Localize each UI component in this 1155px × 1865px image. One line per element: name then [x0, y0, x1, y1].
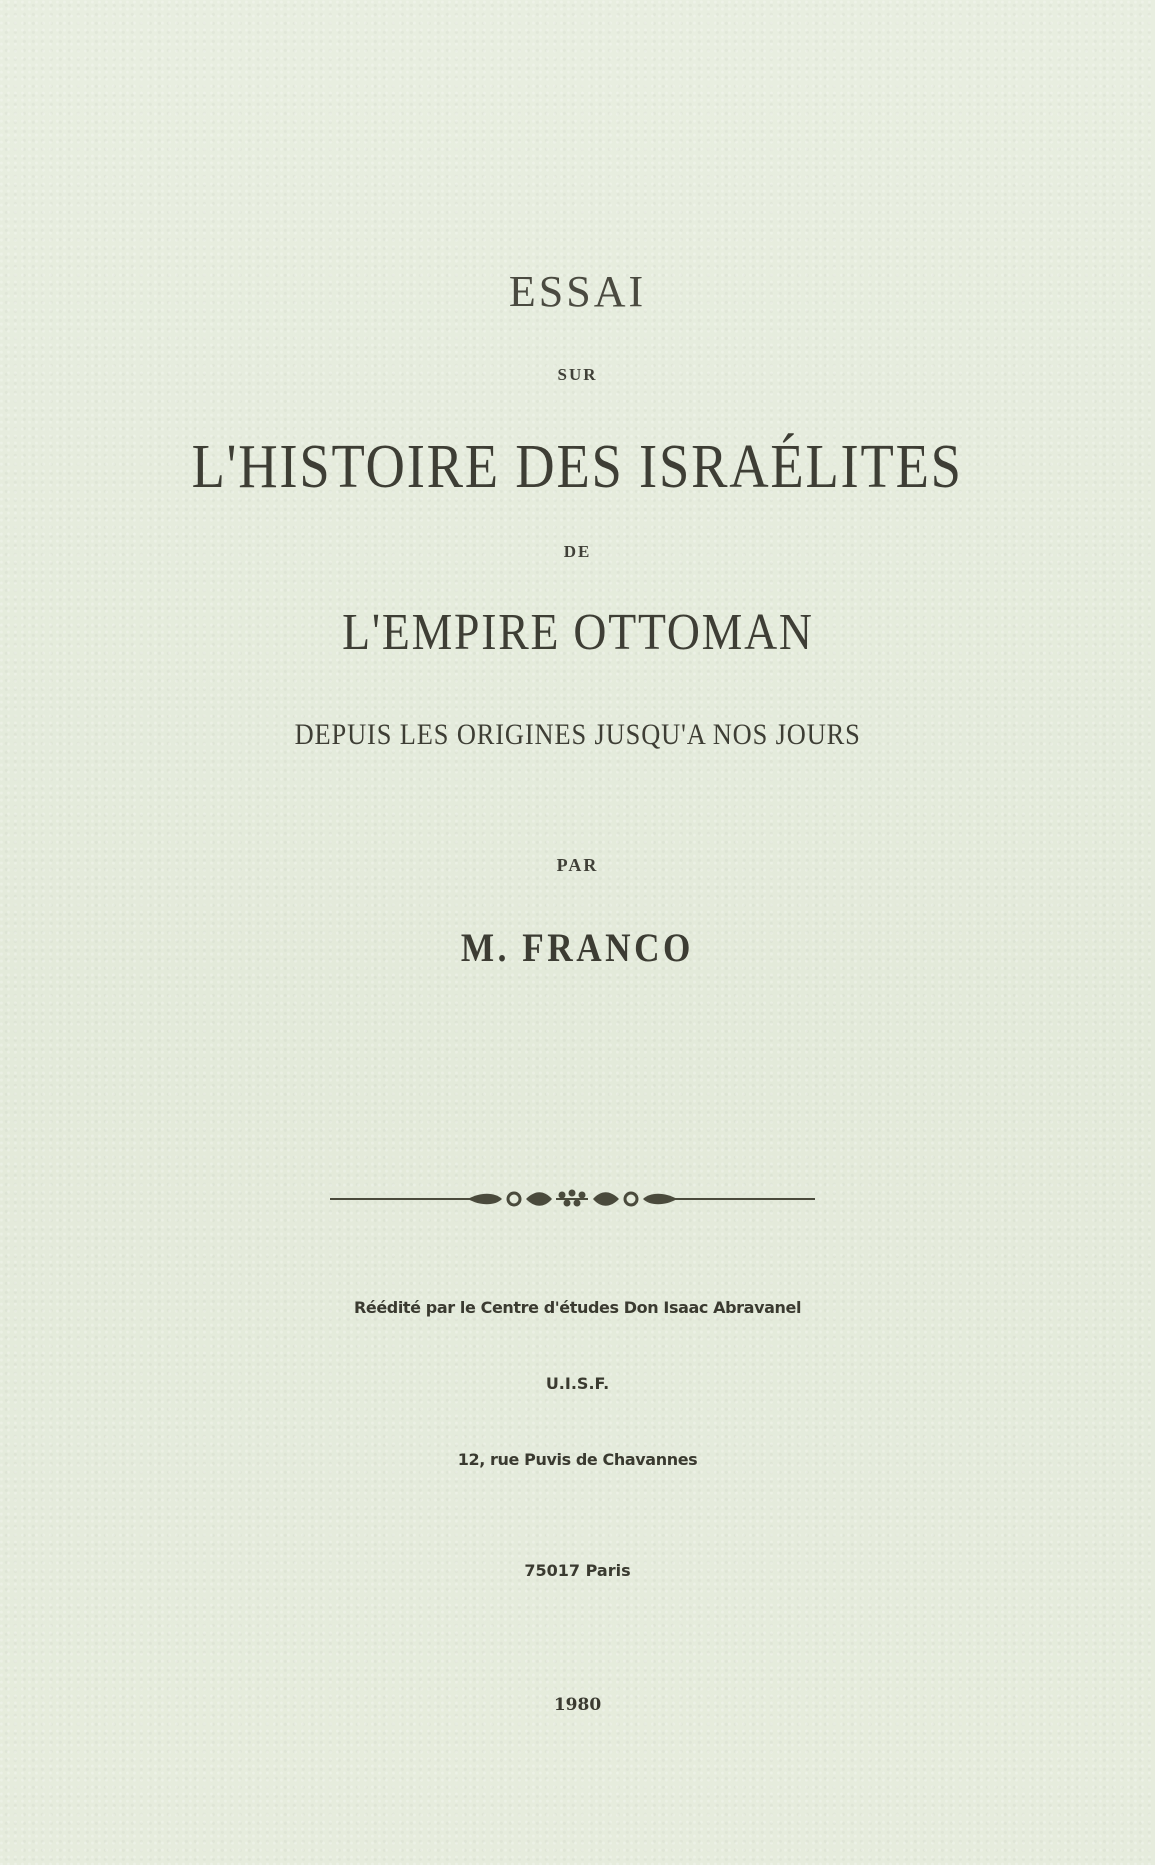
- title-essai: [0, 267, 1155, 316]
- publisher-street: [0, 1452, 1155, 1468]
- publisher-organization-text: U.I.S.F.: [545, 1374, 610, 1393]
- subtitle-text: DEPUIS LES ORIGINES JUSQU'A NOS JOURS: [294, 718, 861, 751]
- title-de: [0, 543, 1155, 560]
- main-title: [0, 433, 1155, 501]
- publication-year-text: 1980: [553, 1695, 602, 1715]
- par-label: [0, 856, 1155, 874]
- subtitle: [0, 720, 1155, 750]
- title-empire-text: L'EMPIRE OTTOMAN: [341, 604, 814, 661]
- title-sur: [0, 366, 1155, 383]
- publisher-city: [0, 1563, 1155, 1579]
- par-text: PAR: [556, 855, 599, 875]
- title-de-text: DE: [563, 542, 592, 561]
- author-text: M. FRANCO: [460, 925, 695, 970]
- publication-year: [0, 1697, 1155, 1714]
- main-title-text: L'HISTOIRE DES ISRAÉLITES: [191, 433, 964, 501]
- publisher-organization: [0, 1376, 1155, 1392]
- publisher-city-text: 75017 Paris: [524, 1561, 631, 1580]
- title-sur-text: SUR: [557, 365, 598, 384]
- publisher-line-text: Réédité par le Centre d'études Don Isaac Abravanel: [353, 1298, 802, 1317]
- title-empire: [0, 604, 1155, 661]
- fleuron-divider-icon: [330, 1184, 815, 1214]
- author-name: [0, 925, 1155, 970]
- title-essai-text: ESSAI: [508, 267, 647, 316]
- publisher-line: [0, 1300, 1155, 1316]
- publisher-street-text: 12, rue Puvis de Chavannes: [457, 1450, 698, 1469]
